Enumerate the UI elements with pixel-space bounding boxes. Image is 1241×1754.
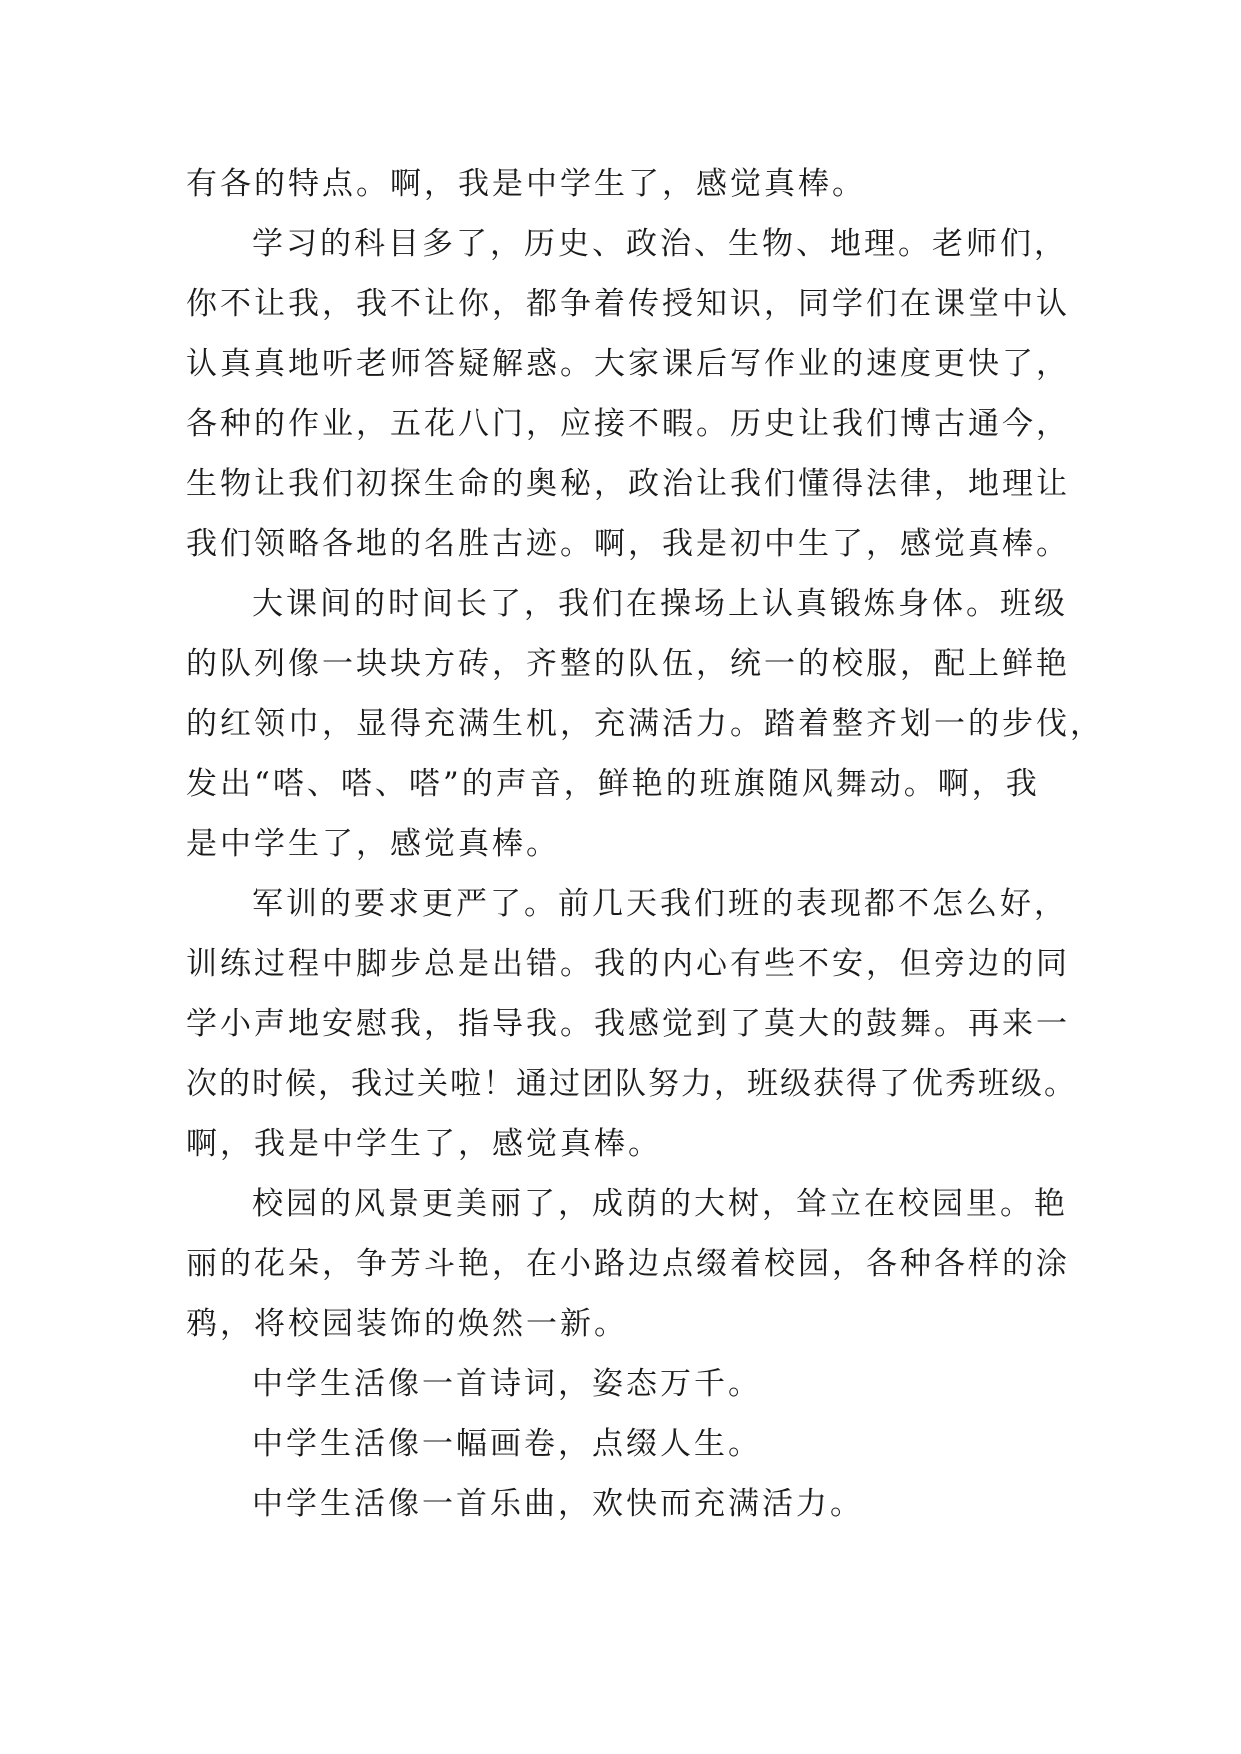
text-line-2: 学习的科目多了，历史、政治、生物、地理。老师们，	[252, 226, 1068, 262]
text-line-15: 学小声地安慰我，指导我。我感觉到了莫大的鼓舞。再来一	[186, 1006, 1070, 1042]
document-body	[186, 154, 1104, 1534]
text-line-8: 大课间的时间长了，我们在操场上认真锻炼身体。班级	[252, 586, 1068, 622]
text-line-10: 的红领巾，显得充满生机，充满活力。踏着整齐划一的步伐，	[186, 706, 1104, 742]
text-line-4: 认真真地听老师答疑解惑。大家课后写作业的速度更快了，	[186, 346, 1070, 382]
text-line-7: 我们领略各地的名胜古迹。啊，我是初中生了，感觉真棒。	[186, 526, 1070, 562]
text-line-9: 的队列像一块块方砖，齐整的队伍，统一的校服，配上鲜艳	[186, 646, 1070, 682]
text-line-16: 次的时候，我过关啦！通过团队努力，班级获得了优秀班级。	[186, 1066, 1077, 1102]
text-line-19: 丽的花朵，争芳斗艳，在小路边点缀着校园，各种各样的涂	[186, 1246, 1070, 1282]
text-line-11: 发出“嗒、嗒、嗒”的声音，鲜艳的班旗随风舞动。啊，我	[186, 766, 1040, 802]
text-line-3: 你不让我，我不让你，都争着传授知识，同学们在课堂中认	[186, 286, 1070, 322]
text-line-14: 训练过程中脚步总是出错。我的内心有些不安，但旁边的同	[186, 946, 1070, 982]
text-line-18: 校园的风景更美丽了，成荫的大树，耸立在校园里。艳	[252, 1186, 1068, 1222]
text-line-21: 中学生活像一首诗词，姿态万千。	[252, 1366, 762, 1402]
text-line-20: 鸦，将校园装饰的焕然一新。	[186, 1306, 628, 1342]
text-line-22: 中学生活像一幅画卷，点缀人生。	[252, 1426, 762, 1462]
text-line-17: 啊，我是中学生了，感觉真棒。	[186, 1126, 662, 1162]
text-line-6: 生物让我们初探生命的奥秘，政治让我们懂得法律，地理让	[186, 466, 1070, 502]
text-line-23: 中学生活像一首乐曲，欢快而充满活力。	[252, 1486, 864, 1522]
text-line-13: 军训的要求更严了。前几天我们班的表现都不怎么好，	[252, 886, 1068, 922]
text-line-12: 是中学生了，感觉真棒。	[186, 826, 560, 862]
text-line-5: 各种的作业，五花八门，应接不暇。历史让我们博古通今，	[186, 406, 1070, 442]
text-line-1: 有各的特点。啊，我是中学生了，感觉真棒。	[186, 166, 866, 202]
